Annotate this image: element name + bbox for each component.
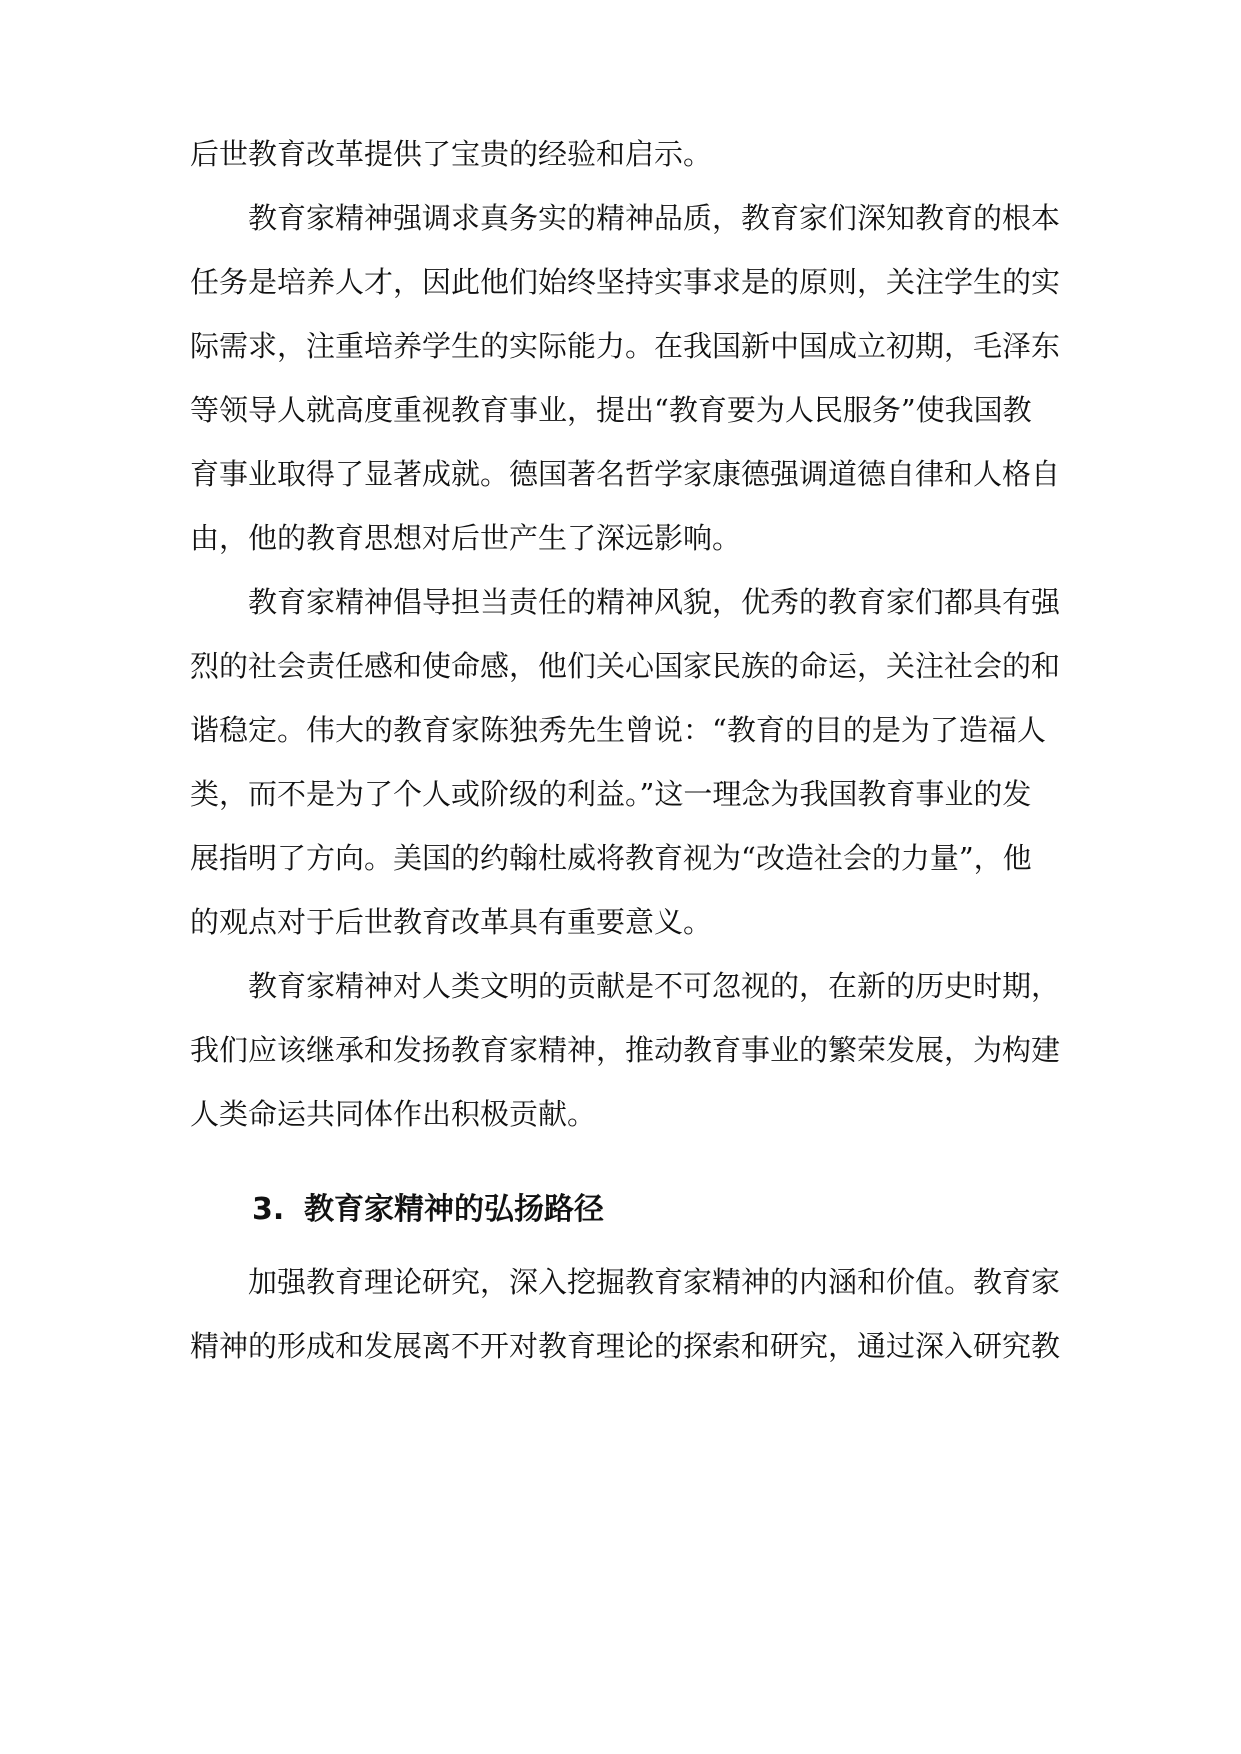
paragraph-line: 展指明了方向。美国的约翰杜威将教育视为“改造社会的力量”，他: [190, 841, 1032, 875]
paragraph-line: 精神的形成和发展离不开对教育理论的探索和研究，通过深入研究教: [190, 1329, 1061, 1363]
paragraph-line: 教育家精神强调求真务实的精神品质，教育家们深知教育的根本: [248, 201, 1061, 235]
paragraph-line: 人类命运共同体作出积极贡献。: [190, 1097, 597, 1131]
paragraph-line: 育事业取得了显著成就。德国著名哲学家康德强调道德自律和人格自: [190, 457, 1061, 491]
paragraph-line: 际需求，注重培养学生的实际能力。在我国新中国成立初期，毛泽东: [190, 329, 1061, 363]
section-heading-title: 教育家精神的弘扬路径: [304, 1192, 604, 1227]
paragraph-line: 类，而不是为了个人或阶级的利益。”这一理念为我国教育事业的发: [190, 777, 1032, 811]
paragraph-line: 教育家精神倡导担当责任的精神风貌，优秀的教育家们都具有强: [248, 585, 1061, 619]
paragraph-line: 加强教育理论研究，深入挖掘教育家精神的内涵和价值。教育家: [248, 1265, 1061, 1299]
paragraph-line: 等领导人就高度重视教育事业，提出“教育要为人民服务”使我国教: [190, 393, 1032, 427]
section-heading-number: 3.: [252, 1192, 285, 1227]
paragraph-line: 任务是培养人才，因此他们始终坚持实事求是的原则，关注学生的实: [190, 265, 1061, 299]
paragraph-line: 后世教育改革提供了宝贵的经验和启示。: [190, 137, 713, 171]
paragraph-line: 教育家精神对人类文明的贡献是不可忽视的，在新的历史时期，: [248, 969, 1061, 1003]
paragraph-line: 由，他的教育思想对后世产生了深远影响。: [190, 521, 742, 555]
paragraph-line: 谐稳定。伟大的教育家陈独秀先生曾说：“教育的目的是为了造福人: [190, 713, 1046, 747]
paragraph-line: 的观点对于后世教育改革具有重要意义。: [190, 905, 713, 939]
section-heading: [0, 1190, 1241, 1230]
paragraph-line: 烈的社会责任感和使命感，他们关心国家民族的命运，关注社会的和: [190, 649, 1061, 683]
paragraph-line: 我们应该继承和发扬教育家精神，推动教育事业的繁荣发展，为构建: [190, 1033, 1061, 1067]
